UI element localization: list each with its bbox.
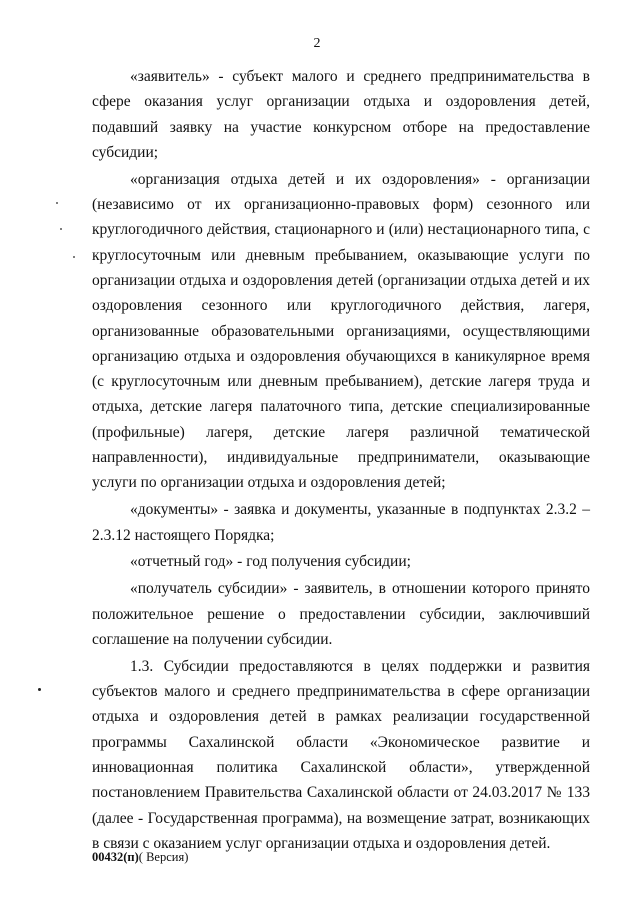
definition-reporting-year: «отчетный год» - год получения субсидии;: [130, 553, 411, 571]
definition-documents: «документы» - заявка и документы, указанные в подпунктах 2.3.2 – 2.3.12 настоящего Порядка;: [92, 501, 590, 544]
page-number: 2: [313, 36, 321, 51]
scan-speck: [73, 256, 75, 258]
document-code: 00432(п): [92, 850, 139, 864]
scan-speck: [56, 202, 58, 204]
definition-applicant: «заявитель» - субъект малого и среднего предпринимательства в сфере оказания услуг организации отдыха и оздоровления детей, подавший заявку на участие конкурсном отборе на предоставление субсидии;: [92, 68, 590, 161]
document-body: [92, 64, 590, 858]
document-version: ( Версия): [138, 850, 189, 864]
clause-1-3: 1.3. Субсидии предоставляются в целях поддержки и развития субъектов малого и среднего предпринимательства в сфере организации отдыха и оздоровления детей в рамках реализации государственной программы Сахалинской области «Экономическое развитие и инновационная политика Сахалинской области», утвержденной постановлением Правительства Сахалинской области от 24.03.2017 № 133 (далее - Государственная программа), на возмещение затрат, возникающих в связи с оказанием услуг организации отдыха и оздоровления детей.: [92, 657, 590, 852]
scan-speck: [38, 688, 41, 691]
footer: [92, 850, 188, 865]
definition-recipient: «получатель субсидии» - заявитель, в отношении которого принято положительное решение о предоставлении субсидии, заключивший соглашение на получении субсидии.: [92, 580, 590, 648]
scan-speck: [60, 228, 62, 230]
definition-organization: «организация отдыха детей и их оздоровления» - организации (независимо от их организационно-правовых форм) сезонного или круглогодичного действия, стационарного и (или) нестационарного типа, с круглосуточным или дневным пребыванием, оказывающие услуги по организации отдыха и оздоровления детей (организации отдыха детей и их оздоровления сезонного или круглогодичного действия, лагеря, организованные образовательными организациями, осуществляющими организацию отдыха и оздоровления обучающихся в каникулярное время (с круглосуточным или дневным пребыванием), детские лагеря труда и отдыха, детские лагеря палаточного типа, детские специализированные (профильные) лагеря, детские лагеря различной тематической направленности), индивидуальные предприниматели, оказывающие услуги по организации отдыха и оздоровления детей;: [92, 170, 590, 492]
